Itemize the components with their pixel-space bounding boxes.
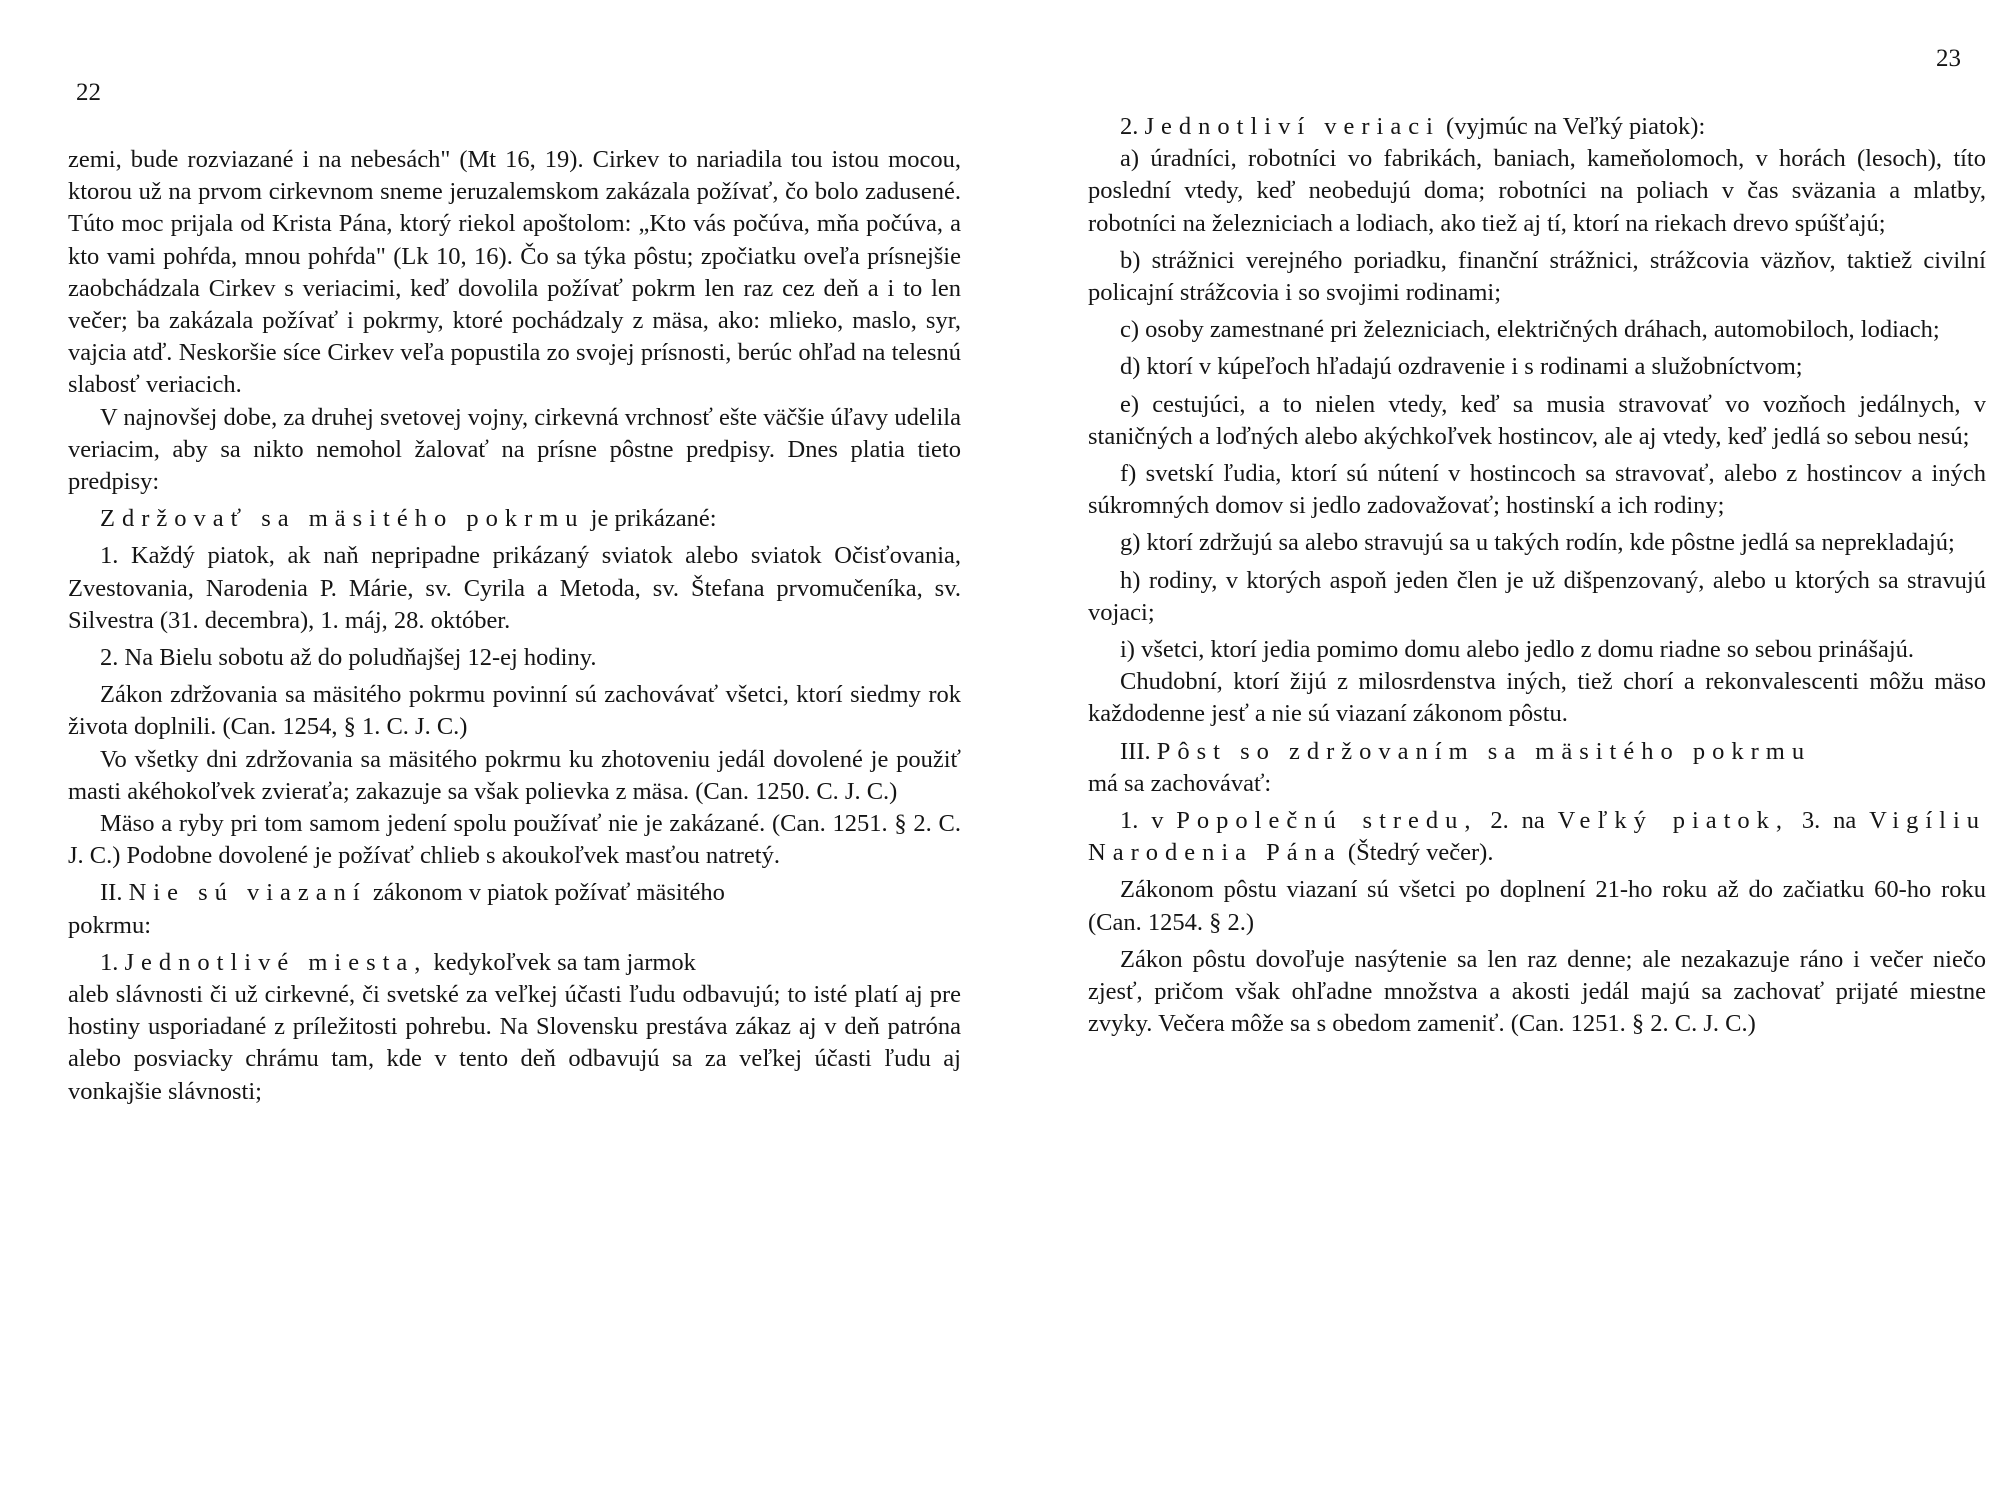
paragraph: 2. Na Bielu sobotu až do poludňajšej 12-ej hodiny.: [100, 644, 597, 672]
heading-rest: kedykoľvek sa tam jarmok: [427, 948, 696, 976]
list-item: i) všetci, ktorí jedia pomimo domu alebo jedlo z domu riadne so sebou prinášajú.: [1120, 636, 1915, 664]
list-item: h) rodiny, v ktorých aspoň jeden člen je už dišpenzovaný, alebo u ktorých sa stravujú vojaci;: [1088, 566, 1986, 626]
paragraph: Mäso a ryby pri tom samom jedení spolu používať nie je zakázané. (Can. 1251. § 2. C. J. C.) Podobne dovolené je požívať chlieb s akoukoľvek masťou natretý.: [68, 810, 961, 870]
heading-individuals: [1088, 111, 1986, 143]
list-item: a) úradníci, robotníci vo fabrikách, baniach, kameňolomoch, v horách (lesoch), títo poslední vtedy, keď neobedujú doma; robotníci na poliach v čas sväzania a mlatby, robotníci na železniciach a lodiach, ako tiež aj tí, ktorí na riekach drevo spúšťajú;: [1088, 145, 1986, 237]
spaced-phrase: Veľký piatok,: [1557, 807, 1790, 835]
paragraph: zemi, bude rozviazané i na nebesách" (Mt 16, 19). Cirkev to nariadila tou istou mocou, ktorou už na prvom cirkevnom sneme jeruzalemskom zakázala požívať, čo bolo zadusené. Túto moc prijala od Krista Pána, ktorý riekol apoštolom: „Kto vás počúva, mňa počúva, a kto vami pohŕda, mnou pohŕda" (Lk 10, 16). Čo sa týka pôstu; zpočiatku oveľa prísnejšie zaobchádzala Cirkev s veriacimi, keď dovolila požívať pokrm len raz cez deň a i to len večer; ba zakázala požívať i pokrmy, ktoré pochádzaly z mäsa, ako: mlieko, maslo, syr, vajcia atď. Neskoršie síce Cirkev veľa popustila zo svojej prísnosti, berúc ohľad na telesnú slabosť veriacich.: [68, 146, 961, 399]
spaced-phrase: Popolečnú stredu,: [1176, 807, 1478, 835]
paragraph: pokrmu:: [68, 911, 152, 939]
day-numeral: 1. v: [1120, 807, 1177, 835]
list-item: f) svetskí ľudia, ktorí sú nútení v hostincoch sa stravovať, alebo z hostincov a iných súkromných domov si jedlo zadovažovať; hostinskí a ich rodiny;: [1088, 460, 1986, 520]
page-right-text: [1088, 111, 1986, 1040]
spaced-phrase: Nie sú viazaní: [128, 879, 367, 907]
list-item: d) ktorí v kúpeľoch hľadajú ozdravenie i s rodinami a služobníctvom;: [1120, 353, 1803, 381]
fast-days: [1088, 805, 1986, 869]
paragraph: Chudobní, ktorí žijú z milosrdenstva iných, tiež chorí a rekonvalescenti môžu mäso každodenne jesť a nie sú viazaní zákonom pôstu.: [1088, 668, 1986, 728]
section-numeral: 1.: [100, 948, 125, 976]
heading-rest: zákonom v piatok požívať mäsitého: [366, 879, 725, 907]
day-numeral: 3. na: [1789, 807, 1870, 835]
paragraph: Zákon pôstu dovoľuje nasýtenie sa len raz denne; ale nezakazuje ráno i večer niečo zjesť, pričom však ohľadne množstva a akosti jedál majú sa zachovať prijaté miestne zvyky. Večera môže sa s obedom zameniť. (Can. 1251. § 2. C. J. C.): [1088, 945, 1986, 1038]
list-item: g) ktorí zdržujú sa alebo stravujú sa u takých rodín, kde pôstne jedlá sa neprekladajú;: [1120, 529, 1955, 557]
paragraph: V najnovšej dobe, za druhej svetovej vojny, cirkevná vrchnosť ešte väčšie úľavy udelila veriacim, aby sa nikto nemohol žalovať na prísne pôstne predpisy. Dnes platia tieto predpisy:: [68, 403, 961, 496]
heading-rest: je prikázané:: [584, 505, 717, 533]
page-number-left: 22: [76, 79, 101, 106]
heading-places: [68, 947, 961, 979]
heading-abstain: [68, 503, 961, 535]
spaced-phrase: Jednotliví veriaci: [1144, 113, 1440, 140]
list-item: c) osoby zamestnané pri železniciach, električných dráhach, automobiloch, lodiach;: [1120, 316, 1940, 344]
list-item: e) cestujúci, a to nielen vtedy, keď sa musia stravovať vo vozňoch jedálnych, v staničných a loďných alebo akýchkoľvek hostincov, ale aj vtedy, keď jedlá so sebou nesú;: [1088, 390, 1986, 450]
paragraph: 1. Každý piatok, ak naň nepripadne prikázaný sviatok alebo sviatok Očisťovania, Zvestovania, Narodenia P. Márie, sv. Cyrila a Metoda, sv. Štefana prvomučeníka, sv. Silvestra (31. decembra), 1. máj, 28. október.: [68, 542, 961, 634]
page-left-text: [68, 144, 961, 1108]
spaced-phrase: Jednotlivé miesta,: [124, 948, 428, 976]
paragraph: Zákonom pôstu viazaní sú všetci po doplnení 21-ho roku až do začiatku 60-ho roku (Can. 1254. § 2.): [1088, 876, 1986, 936]
section-numeral: II.: [100, 879, 129, 907]
paragraph: Vo všetky dni zdržovania sa mäsitého pokrmu ku zhotoveniu jedál dovolené je použiť masti akéhokoľvek zvieraťa; zakazuje sa však polievka z mäsa. (Can. 1250. C. J. C.): [68, 745, 961, 805]
heading-section-3: [1088, 736, 1986, 768]
section-numeral: 2.: [1120, 113, 1145, 140]
list-item: b) strážnici verejného poriadku, finanční strážnici, strážcovia väzňov, taktiež civilní policajní strážcovia i so svojimi rodinami;: [1088, 246, 1986, 307]
heading-rest: (vyjmúc na Veľký piatok):: [1439, 113, 1706, 140]
heading-section-3-rest: má sa zachovávať:: [1088, 769, 1272, 797]
paragraph: Zákon zdržovania sa mäsitého pokrmu povinní sú zachovávať všetci, ktorí siedmy rok života doplnili. (Can. 1254, § 1. C. J. C.): [68, 681, 961, 741]
spaced-phrase: Zdržovať sa mäsitého pokrmu: [100, 505, 585, 533]
day-note: (Štedrý večer).: [1341, 839, 1494, 867]
spaced-phrase: Pôst so zdržovaním sa mäsitého pokrmu: [1156, 737, 1812, 765]
section-numeral: III.: [1120, 737, 1157, 765]
heading-not-bound: [68, 877, 961, 909]
spaced-phrase: Vigíliu Narodenia Pána: [1088, 807, 1987, 867]
page-right: [1006, 0, 2012, 1500]
paragraph: aleb slávnosti či už cirkevné, či svetské za veľkej účasti ľudu odbavujú; to isté platí aj pre hostiny usporiadané z príležitosti pohrebu. Na Slovensku prestáva zákaz aj v deň patróna alebo posviacky chrámu tam, kde v tento deň odbavujú sa za veľkej účasti ľudu aj vonkajšie slávnosti;: [68, 981, 961, 1105]
day-numeral: 2. na: [1477, 807, 1558, 835]
page-number-right: 23: [1936, 45, 1961, 72]
